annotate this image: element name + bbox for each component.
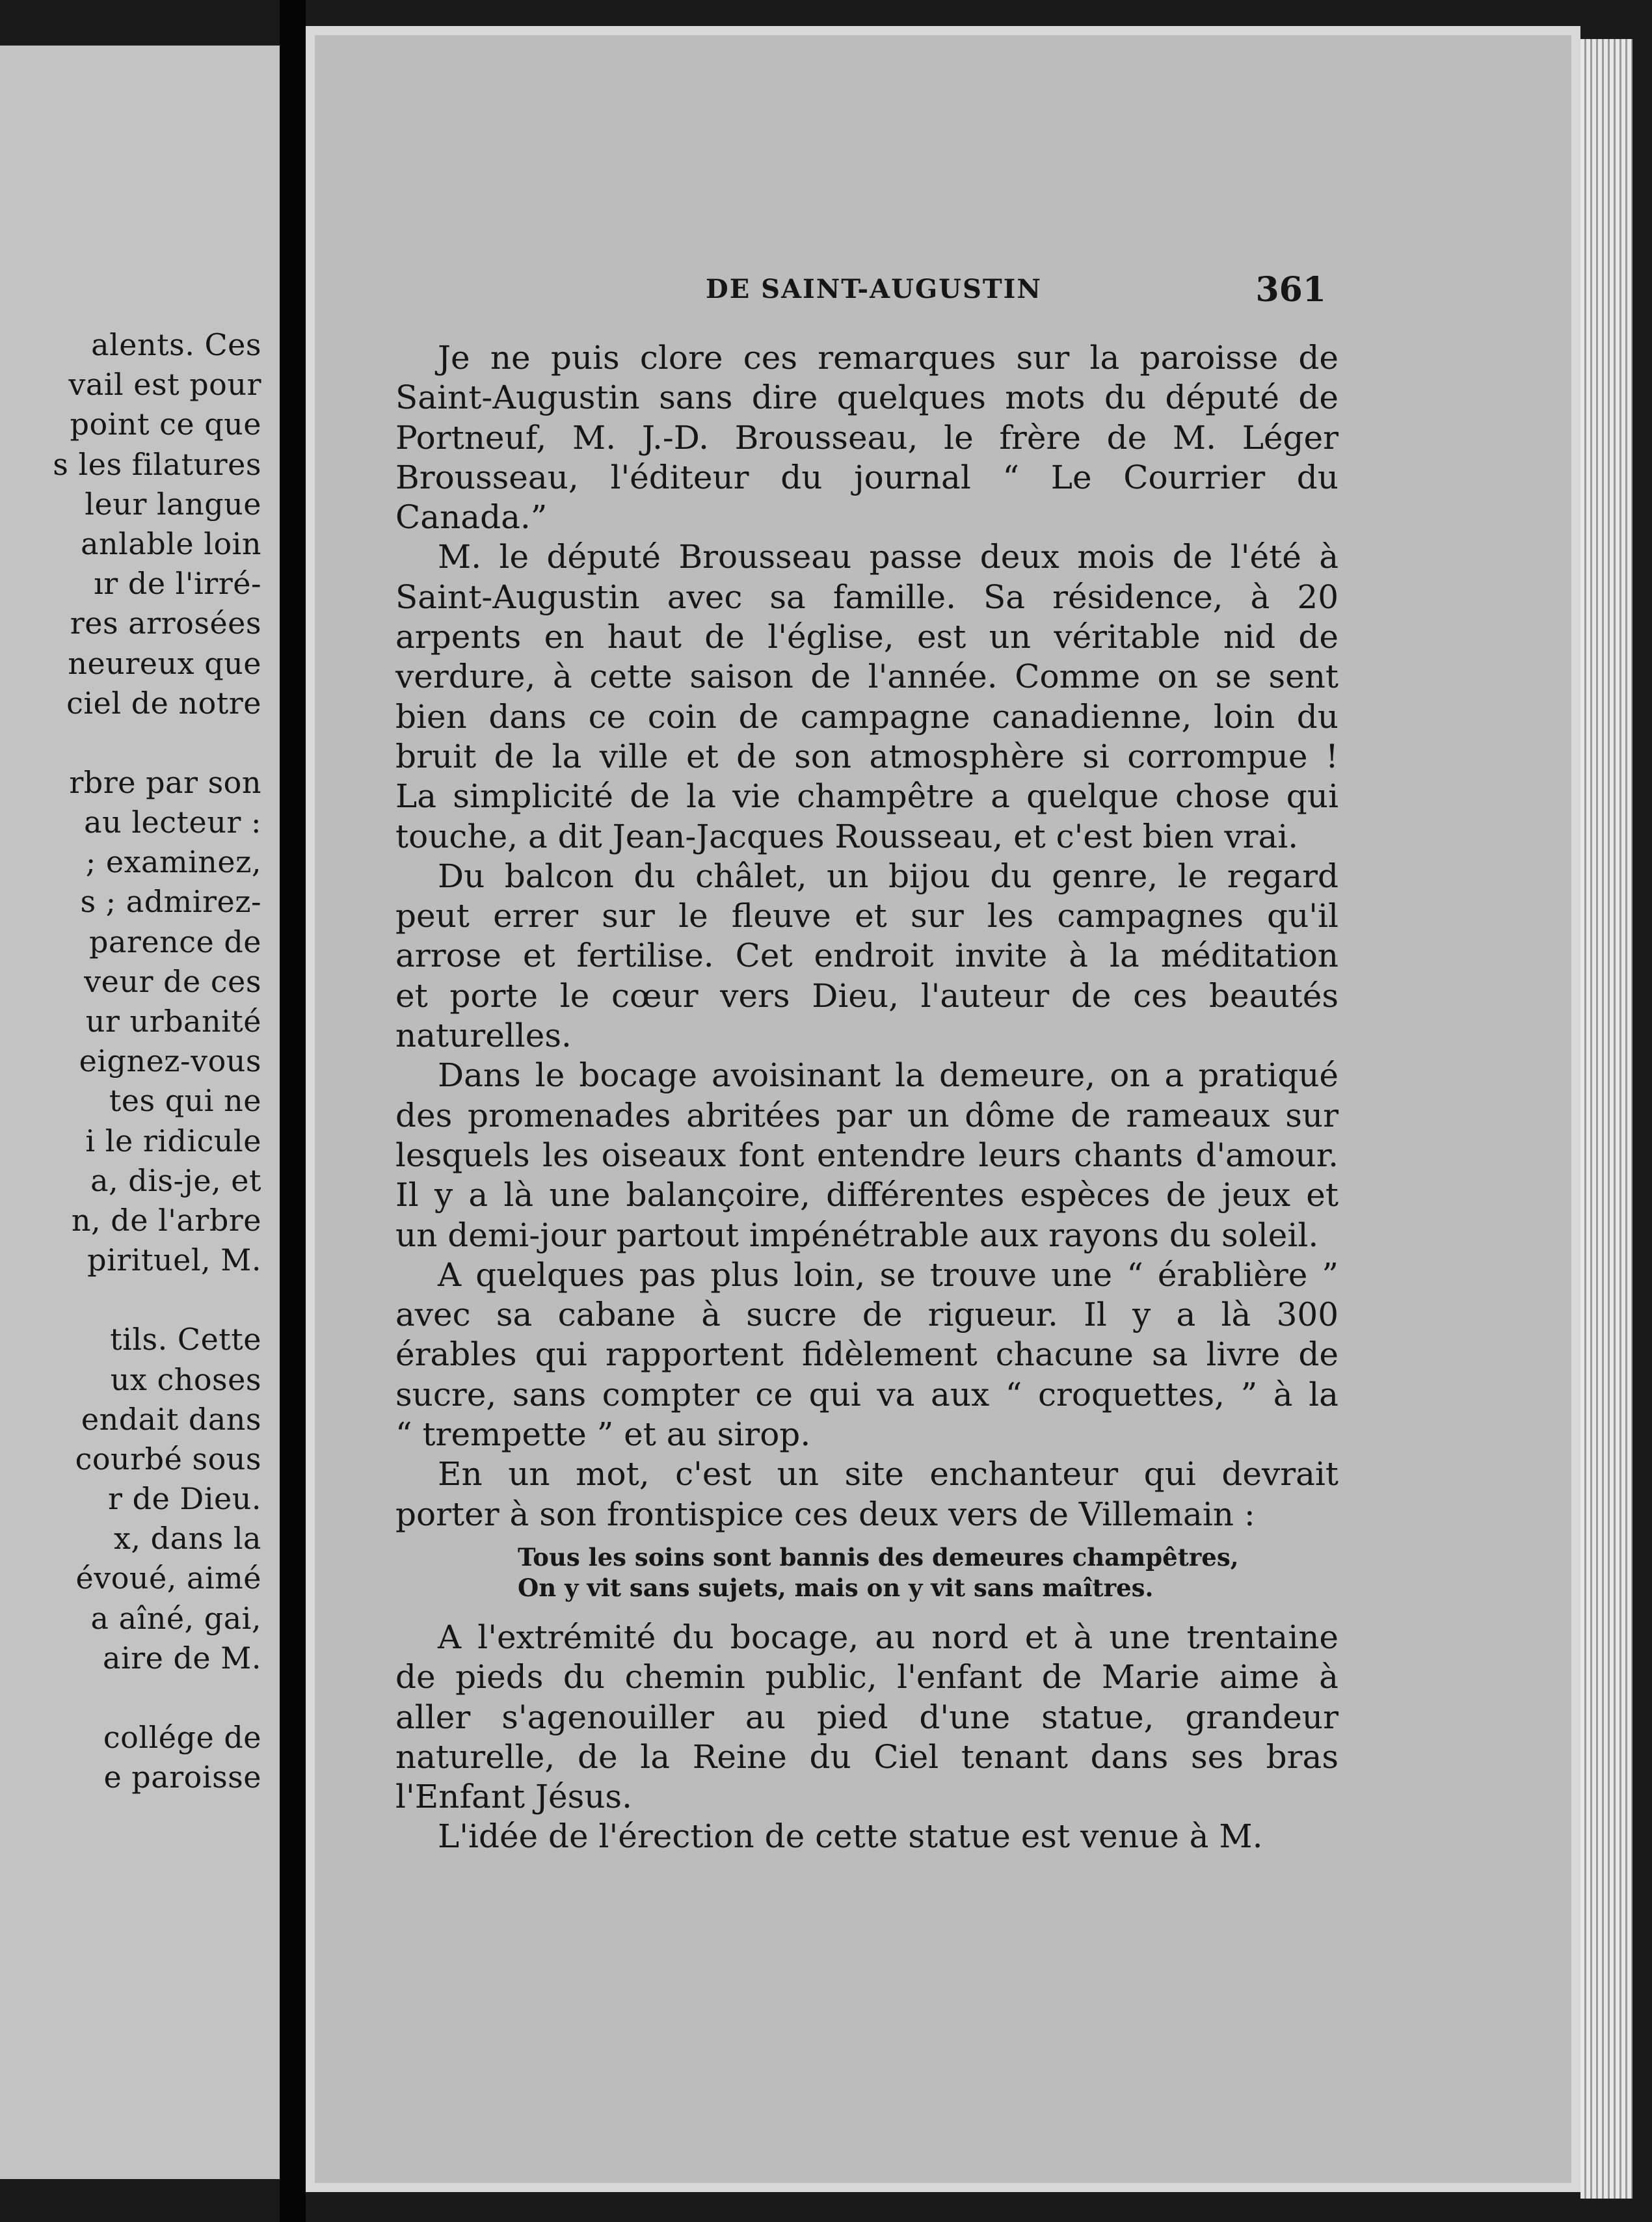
left-page-line: ciel de notre — [66, 685, 261, 721]
left-page-line: x, dans la — [113, 1521, 261, 1557]
left-page — [0, 46, 280, 2179]
text-line: “ trempette ” et au sirop. — [395, 1415, 811, 1454]
text-line: un demi-jour partout impénétrable aux rayons du soleil. — [395, 1216, 1319, 1254]
left-page-line — [0, 1280, 261, 1320]
paragraph — [395, 857, 1339, 1056]
paragraph — [395, 1056, 1339, 1255]
paragraph — [395, 338, 1339, 537]
left-page-line: courbé sous — [75, 1441, 261, 1477]
left-page-line: a, dis-je, et — [90, 1162, 261, 1198]
left-page-line: veur de ces — [84, 963, 261, 999]
text-line: lesquels les oiseaux font entendre leurs chants d'amour. — [395, 1136, 1339, 1174]
left-page-line: eignez-vous — [79, 1043, 261, 1079]
paragraphs-after-verse — [395, 1618, 1339, 1857]
text-line: naturelle, de la Reine du Ciel tenant dans ses bras — [395, 1737, 1339, 1776]
left-page-line: r de Dieu. — [108, 1481, 261, 1517]
left-page-line: res arrosées — [70, 606, 261, 641]
paragraph — [395, 1454, 1339, 1534]
text-line: Saint-Augustin sans dire quelques mots du député de — [395, 379, 1339, 417]
left-page-line: tes qui ne — [109, 1083, 261, 1119]
paragraph — [395, 1618, 1339, 1817]
page-edge — [1580, 39, 1632, 2199]
text-line: sucre, sans compter ce qui va aux “ croquettes, ” à la — [395, 1375, 1339, 1413]
text-line: En un mot, c'est un site enchanteur qui devrait — [438, 1455, 1339, 1493]
text-line: de pieds du chemin public, l'enfant de Marie aime à — [395, 1658, 1339, 1696]
left-page-line: n, de l'arbre — [71, 1202, 261, 1238]
left-page-line: tils. Cette — [110, 1322, 261, 1358]
left-page-line: pirituel, M. — [87, 1242, 261, 1278]
text-line: L'idée de l'érection de cette statue est venue à M. — [438, 1817, 1263, 1856]
text-line: touche, a dit Jean-Jacques Rousseau, et c'est bien vrai. — [395, 817, 1299, 855]
book-gutter — [280, 0, 306, 2222]
verse-quotation — [518, 1542, 1339, 1603]
text-line: A l'extrémité du bocage, au nord et à une trentaine — [438, 1618, 1339, 1656]
page-number: 361 — [1255, 270, 1326, 310]
running-head: DE SAINT-AUGUSTIN — [706, 274, 1042, 304]
text-line: Du balcon du châlet, un bijou du genre, le regard — [438, 857, 1339, 895]
text-line: aller s'agenouiller au pied d'une statue, grandeur — [395, 1698, 1339, 1736]
left-page-text — [0, 325, 261, 1797]
left-page-line: neureux que — [68, 645, 261, 681]
left-page-line: a aîné, gai, — [90, 1600, 261, 1636]
left-page-line: endait dans — [81, 1401, 261, 1437]
text-line: et porte le cœur vers Dieu, l'auteur de ces beautés — [395, 976, 1339, 1015]
left-page-line: parence de — [89, 924, 261, 959]
text-line: arpents en haut de l'église, est un véritable nid de — [395, 618, 1339, 656]
left-page-line: point ce que — [70, 407, 261, 442]
left-page-line: i le ridicule — [85, 1123, 261, 1158]
left-page-line: s les filatures — [53, 446, 261, 482]
left-page-line: vail est pour — [68, 367, 261, 403]
paragraph — [395, 1817, 1339, 1856]
left-page-line: collége de — [103, 1720, 261, 1755]
text-line: arrose et fertilise. Cet endroit invite à la méditation — [395, 937, 1339, 975]
text-line: naturelles. — [395, 1017, 572, 1055]
verse-line: On y vit sans sujets, mais on y vit sans maîtres. — [518, 1573, 1154, 1602]
paragraph — [395, 1255, 1339, 1454]
text-line: A quelques pas plus loin, se trouve une “ érablière ” — [438, 1255, 1339, 1294]
left-page-line: s ; admirez- — [80, 884, 261, 920]
text-line: bien dans ce coin de campagne canadienne, loin du — [395, 697, 1339, 736]
text-line: peut errer sur le fleuve et sur les campagnes qu'il — [395, 897, 1339, 935]
text-line: porter à son frontispice ces deux vers de Villemain : — [395, 1495, 1255, 1533]
left-page-line — [0, 723, 261, 763]
left-page-line: évoué, aimé — [75, 1560, 261, 1596]
page-header — [706, 270, 1343, 315]
body-text — [395, 338, 1339, 1857]
text-line: M. le député Brousseau passe deux mois de l'été à — [438, 538, 1339, 576]
text-line: verdure, à cette saison de l'année. Comme on se sent — [395, 658, 1339, 696]
text-line: Il y a là une balançoire, différentes espèces de jeux et — [395, 1176, 1339, 1214]
text-line: La simplicité de la vie champêtre a quelque chose qui — [395, 777, 1339, 816]
left-page-line: leur langue — [85, 486, 261, 522]
left-page-line: anlable loin — [81, 526, 261, 561]
left-page-line: ır de l'irré- — [94, 566, 261, 602]
text-line: avec sa cabane à sucre de rigueur. Il y a là 300 — [395, 1296, 1339, 1334]
paragraph — [395, 537, 1339, 856]
text-line: Dans le bocage avoisinant la demeure, on a pratiqué — [438, 1056, 1339, 1095]
left-page-line: ux choses — [110, 1361, 261, 1397]
text-line: l'Enfant Jésus. — [395, 1778, 632, 1816]
text-line: Brousseau, l'éditeur du journal “ Le Courrier du — [395, 458, 1339, 496]
left-page-line: aire de M. — [103, 1640, 261, 1676]
text-line: Je ne puis clore ces remarques sur la paroisse de — [438, 339, 1339, 377]
verse-line: Tous les soins sont bannis des demeures champêtres, — [518, 1542, 1239, 1572]
left-page-line: ur urbanité — [85, 1004, 261, 1039]
left-page-line: au lecteur : — [84, 805, 261, 840]
text-line: des promenades abritées par un dôme de rameaux sur — [395, 1096, 1339, 1134]
paragraphs-before-verse — [395, 338, 1339, 1534]
left-page-line: rbre par son — [69, 764, 261, 800]
text-line: érables qui rapportent fidèlement chacune sa livre de — [395, 1335, 1339, 1374]
text-line: Saint-Augustin avec sa famille. Sa résidence, à 20 — [395, 578, 1339, 616]
left-page-line — [0, 1678, 261, 1718]
left-page-line: e paroisse — [103, 1760, 261, 1795]
text-line: Portneuf, M. J.-D. Brousseau, le frère de M. Léger — [395, 418, 1339, 457]
left-page-line: alents. Ces — [91, 327, 261, 362]
text-line: Canada.” — [395, 498, 548, 537]
left-page-line: ; examinez, — [85, 844, 261, 880]
text-line: bruit de la ville et de son atmosphère si corrompue ! — [395, 737, 1339, 775]
